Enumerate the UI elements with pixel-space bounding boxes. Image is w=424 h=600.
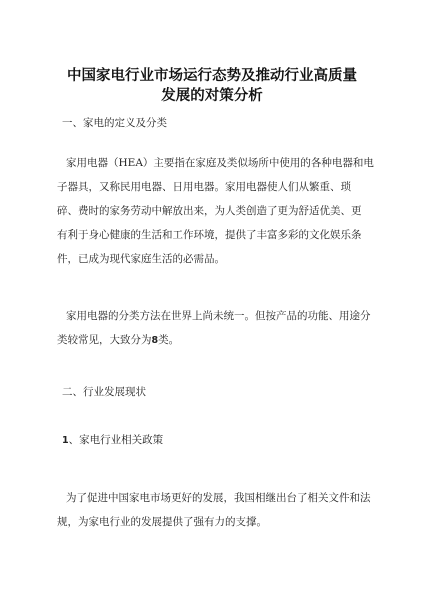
paragraph-line: 件，已成为现代家庭生活的必需品。 [57,253,225,265]
title-line-1: 中国家电行业市场运行态势及推动行业高质量 [67,68,357,84]
subsection-1-heading [62,433,163,448]
paragraph-text: 类较常见，大致分为 [57,334,152,346]
document-title [40,66,384,106]
paragraph-line: 碎、费时的家务劳动中解放出来，为人类创造了更为舒适优美、更 [57,205,362,217]
subsection-number: 1 [62,435,69,446]
paragraph-line: 有利于身心健康的生活和工作环境，提供了丰富多彩的文化娱乐条 [57,229,362,241]
paragraph-classification [57,304,371,353]
paragraph-line: 子器具，又称民用电器、日用电器。家用电器使人们从繁重、琐 [57,181,351,193]
paragraph-line: 家用电器（HEA）主要指在家庭及类似场所中使用的各种电器和电 [66,157,374,169]
paragraph-line: 规，为家电行业的发展提供了强有力的支撑。 [57,516,267,528]
paragraph-hea-definition [57,151,374,271]
title-line-2: 发展的对策分析 [161,88,263,104]
paragraph-line [57,328,366,353]
paragraph-line: 为了促进中国家电市场更好的发展，我国相继出台了相关文件和法 [66,492,371,504]
category-count: 8 [151,335,159,346]
paragraph-line: 家用电器的分类方法在世界上尚未统一。但按产品的功能、用途分 [66,310,371,322]
paragraph-policy [57,486,371,534]
subsection-text: 、家电行业相关政策 [68,434,164,446]
section-1-heading: 一、家电的定义及分类 [62,117,167,129]
paragraph-text: 类。 [158,334,180,346]
section-2-heading: 二、行业发展现状 [62,386,146,398]
